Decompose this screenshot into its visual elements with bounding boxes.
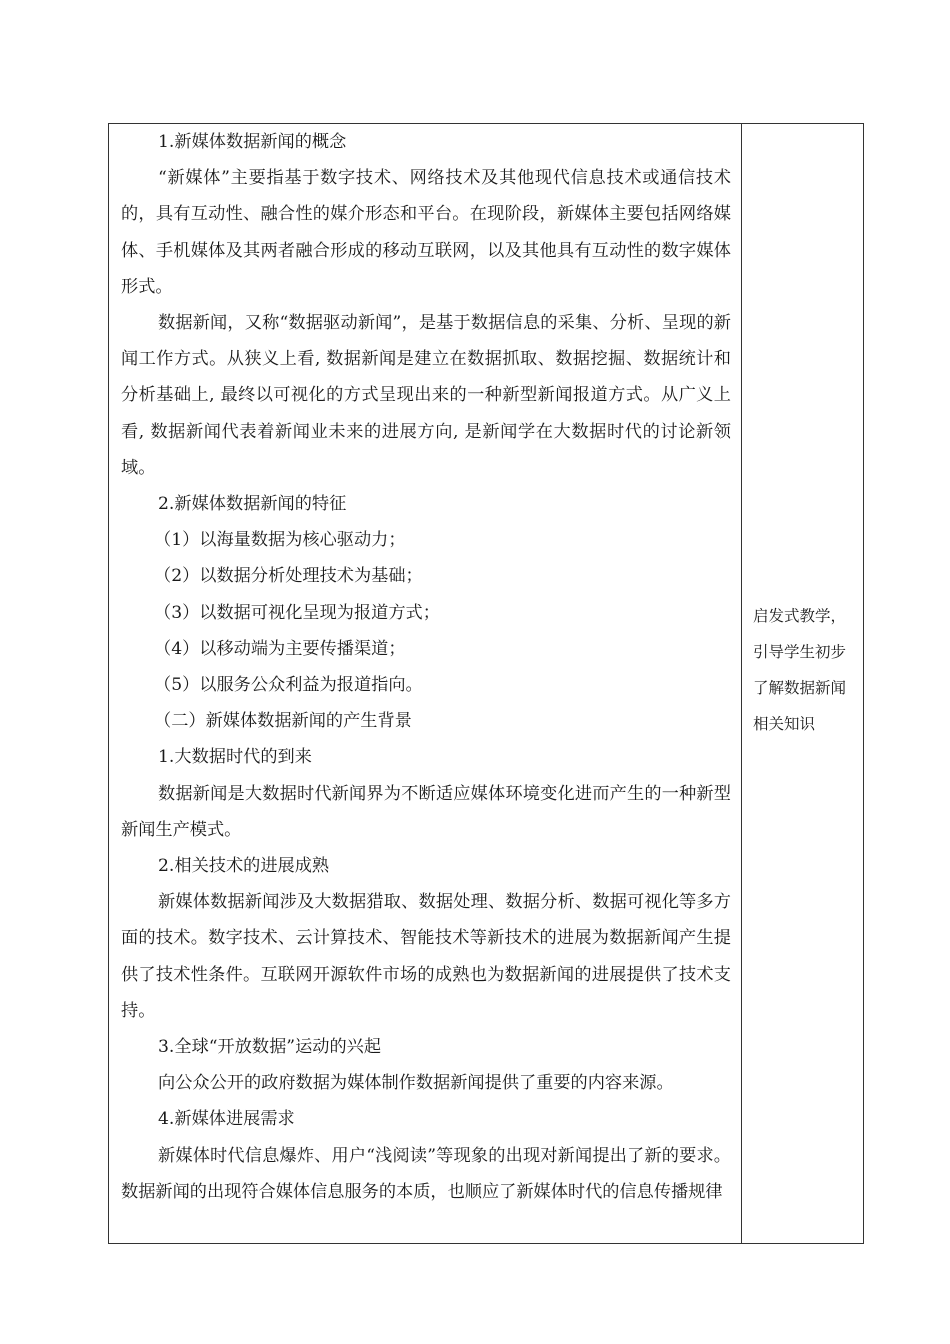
teaching-note-line-3: 了解数据新闻 [753, 678, 847, 697]
features-heading: 2.新媒体数据新闻的特征 [158, 494, 347, 515]
new-media-demand-heading: 4.新媒体进展需求 [158, 1109, 295, 1130]
teaching-note-line-2: 引导学生初步 [753, 642, 847, 661]
background-section-heading: （二）新媒体数据新闻的产生背景 [154, 711, 412, 732]
technology-heading: 2.相关技术的进展成熟 [158, 856, 330, 877]
feature-item-2: （2）以数据分析处理技术为基础； [154, 566, 423, 587]
big-data-era-paragraph: 数据新闻是大数据时代新闻界为不断适应媒体环境变化进而产生的一种新型新闻生产模式。 [121, 783, 731, 840]
technology-paragraph: 新媒体数据新闻涉及大数据猎取、数据处理、数据分析、数据可视化等多方面的技术。数字技术、云计算技术、智能技术等新技术的进展为数据新闻产生提供了技术性条件。互联网开源软件市场的成熟也为数据新闻的进展提供了技术支持。 [121, 892, 731, 1021]
teaching-note-line-4: 相关知识 [753, 714, 816, 733]
data-news-definition-paragraph: 数据新闻，又称“数据驱动新闻”，是基于数据信息的采集、分析、呈现的新闻工作方式。从狭义上看, 数据新闻是建立在数据抓取、数据挖掘、数据统计和分析基础上, 最终以可视化的方式呈现出来的一种新型新闻报道方式。从广义上看, 数据新闻代表着新闻业未来的进展方向, 是新闻学在大数据时代的讨论新领域。 [121, 313, 731, 478]
lesson-table [108, 123, 864, 1244]
feature-item-5: （5）以服务公众利益为报道指向。 [154, 675, 423, 696]
feature-item-1: （1）以海量数据为核心驱动力； [154, 530, 406, 551]
content-cell [109, 124, 742, 1243]
teaching-note-line-1: 启发式教学， [753, 606, 847, 625]
open-data-heading: 3.全球“开放数据”运动的兴起 [158, 1037, 382, 1058]
concept-heading: 1.新媒体数据新闻的概念 [158, 132, 347, 152]
new-media-definition-paragraph: “新媒体”主要指基于数字技术、网络技术及其他现代信息技术或通信技术的，具有互动性、融合性的媒介形态和平台。在现阶段，新媒体主要包括网络媒体、手机媒体及其两者融合形成的移动互联网，以及其他具有互动性的数字媒体形式。 [121, 168, 731, 297]
big-data-era-heading: 1.大数据时代的到来 [158, 747, 312, 768]
teaching-note-cell [742, 124, 863, 1243]
feature-item-4: （4）以移动端为主要传播渠道； [154, 638, 406, 659]
feature-item-3: （3）以数据可视化呈现为报道方式； [154, 602, 440, 623]
new-media-demand-paragraph: 新媒体时代信息爆炸、用户“浅阅读”等现象的出现对新闻提出了新的要求。数据新闻的出现符合媒体信息服务的本质，也顺应了新媒体时代的信息传播规律 [121, 1145, 731, 1202]
open-data-paragraph: 向公众公开的政府数据为媒体制作数据新闻提供了重要的内容来源。 [158, 1073, 674, 1094]
